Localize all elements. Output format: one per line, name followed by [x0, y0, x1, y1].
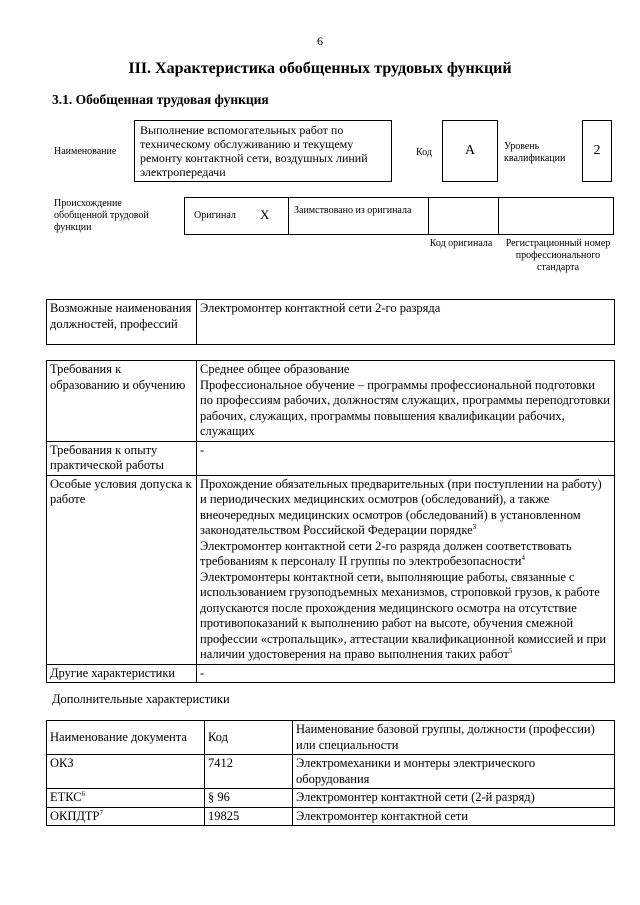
requirements-table — [46, 360, 615, 683]
name-cell: Электромеханики и монтеры электрического оборудования — [293, 755, 615, 789]
code-cell: 19825 — [205, 807, 293, 826]
table-row — [47, 789, 615, 808]
experience-row — [47, 441, 615, 475]
footnote-5: 5 — [508, 646, 513, 655]
special-conditions-p1 — [200, 477, 611, 539]
docs-header-doc: Наименование документа — [47, 721, 205, 755]
table-row — [47, 807, 615, 826]
original-label: Оригинал — [194, 210, 236, 221]
reg-number-label: Регистрационный номер профессионального стандарта — [505, 238, 611, 273]
special-conditions-row — [47, 475, 615, 664]
level-label: Уровень квалификации — [504, 141, 566, 164]
docs-header-row — [47, 721, 615, 755]
code-label: Код — [416, 147, 432, 158]
education-line2: Профессиональное обучение – программы профессиональной подготовки по профессиям рабочих, должностям служащих, программы переподготовки рабочих, служащих, программы повышения квалификации рабочих, служащих — [200, 377, 610, 438]
footnote-6: 6 — [81, 789, 86, 798]
code-cell: 7412 — [205, 755, 293, 789]
code-cell: § 96 — [205, 789, 293, 808]
positions-label: Возможные наименования должностей, профессий — [47, 300, 197, 345]
doc-name: ОКЗ — [50, 756, 74, 770]
origin-label: Происхождение обобщенной трудовой функции — [54, 198, 149, 233]
doc-name: ЕТКС — [50, 790, 82, 804]
docs-header-code: Код — [205, 721, 293, 755]
subsection-title: 3.1. Обобщенная трудовая функция — [52, 92, 269, 107]
special-p3-text: Электромонтеры контактной сети, выполняющие работы, связанные с использованием грузоподъемных механизмов, строповкой грузов, к работе допускаются после прохождения медицинского осмотра на отсутствие противопоказаний к выполнению работ на высоте, обучения смежной профессии «стропальщик», аттестации квалификационной комиссией и при наличии удостоверения на право выполнения таких работ — [200, 569, 607, 661]
page-number: 6 — [317, 34, 323, 48]
additional-title: Дополнительные характеристики — [52, 692, 230, 706]
function-name-value: Выполнение вспомогательных работ по техническому обслуживанию и текущему ремонту контактной сети, воздушных линий электропередачи — [140, 123, 368, 179]
doc-cell — [47, 755, 205, 789]
special-p1-text: Прохождение обязательных предварительных (при поступлении на работу) и периодических медицинских осмотров (обследований), а также внеочередных медицинских осмотров (обследований) в установленном законодательством Российской Федерации порядке — [200, 476, 602, 537]
origin-divider-3 — [498, 197, 499, 235]
code-box — [442, 120, 498, 182]
special-conditions-p3 — [200, 570, 611, 663]
education-row — [47, 361, 615, 442]
docs-header-name: Наименование базовой группы, должности (профессии) или специальности — [293, 721, 615, 755]
code-value: А — [464, 143, 476, 158]
doc-cell — [47, 807, 205, 826]
table-row — [47, 755, 615, 789]
level-value: 2 — [593, 143, 601, 158]
code-original-label: Код оригинала — [429, 238, 493, 249]
borrowed-label: Заимствовано из оригинала — [294, 205, 412, 216]
name-label: Наименование — [54, 146, 117, 157]
experience-label: Требования к опыту практической работы — [47, 441, 197, 475]
other-row — [47, 664, 615, 683]
other-label: Другие характеристики — [47, 664, 197, 683]
other-value: - — [197, 664, 615, 683]
education-label: Требования к образованию и обучению — [47, 361, 197, 442]
doc-cell — [47, 789, 205, 808]
doc-name: ОКПДТР — [50, 808, 100, 823]
special-conditions-p2 — [200, 539, 611, 570]
education-line1: Среднее общее образование — [200, 362, 350, 376]
special-p2-text: Электромонтер контактной сети 2-го разряда должен соответствовать требованиям к персоналу II группы по электробезопасности — [200, 538, 572, 568]
docs-table — [46, 720, 615, 826]
special-conditions-label: Особые условия допуска к работе — [47, 475, 197, 664]
footnote-4: 4 — [521, 553, 525, 562]
footnote-3: 3 — [472, 522, 477, 531]
origin-divider-2 — [428, 197, 429, 235]
experience-value: - — [197, 441, 615, 475]
positions-row — [47, 300, 615, 345]
footnote-7: 7 — [99, 808, 104, 817]
positions-value: Электромонтер контактной сети 2-го разряда — [197, 300, 615, 345]
origin-divider-1 — [288, 197, 289, 235]
name-cell: Электромонтер контактной сети (2-й разряд) — [293, 789, 615, 808]
positions-table — [46, 299, 615, 345]
function-name-box — [134, 120, 392, 182]
level-box — [582, 120, 612, 182]
name-cell: Электромонтер контактной сети — [293, 807, 615, 826]
section-title: III. Характеристика обобщенных трудовых функций — [128, 60, 512, 77]
original-mark: X — [260, 207, 270, 222]
